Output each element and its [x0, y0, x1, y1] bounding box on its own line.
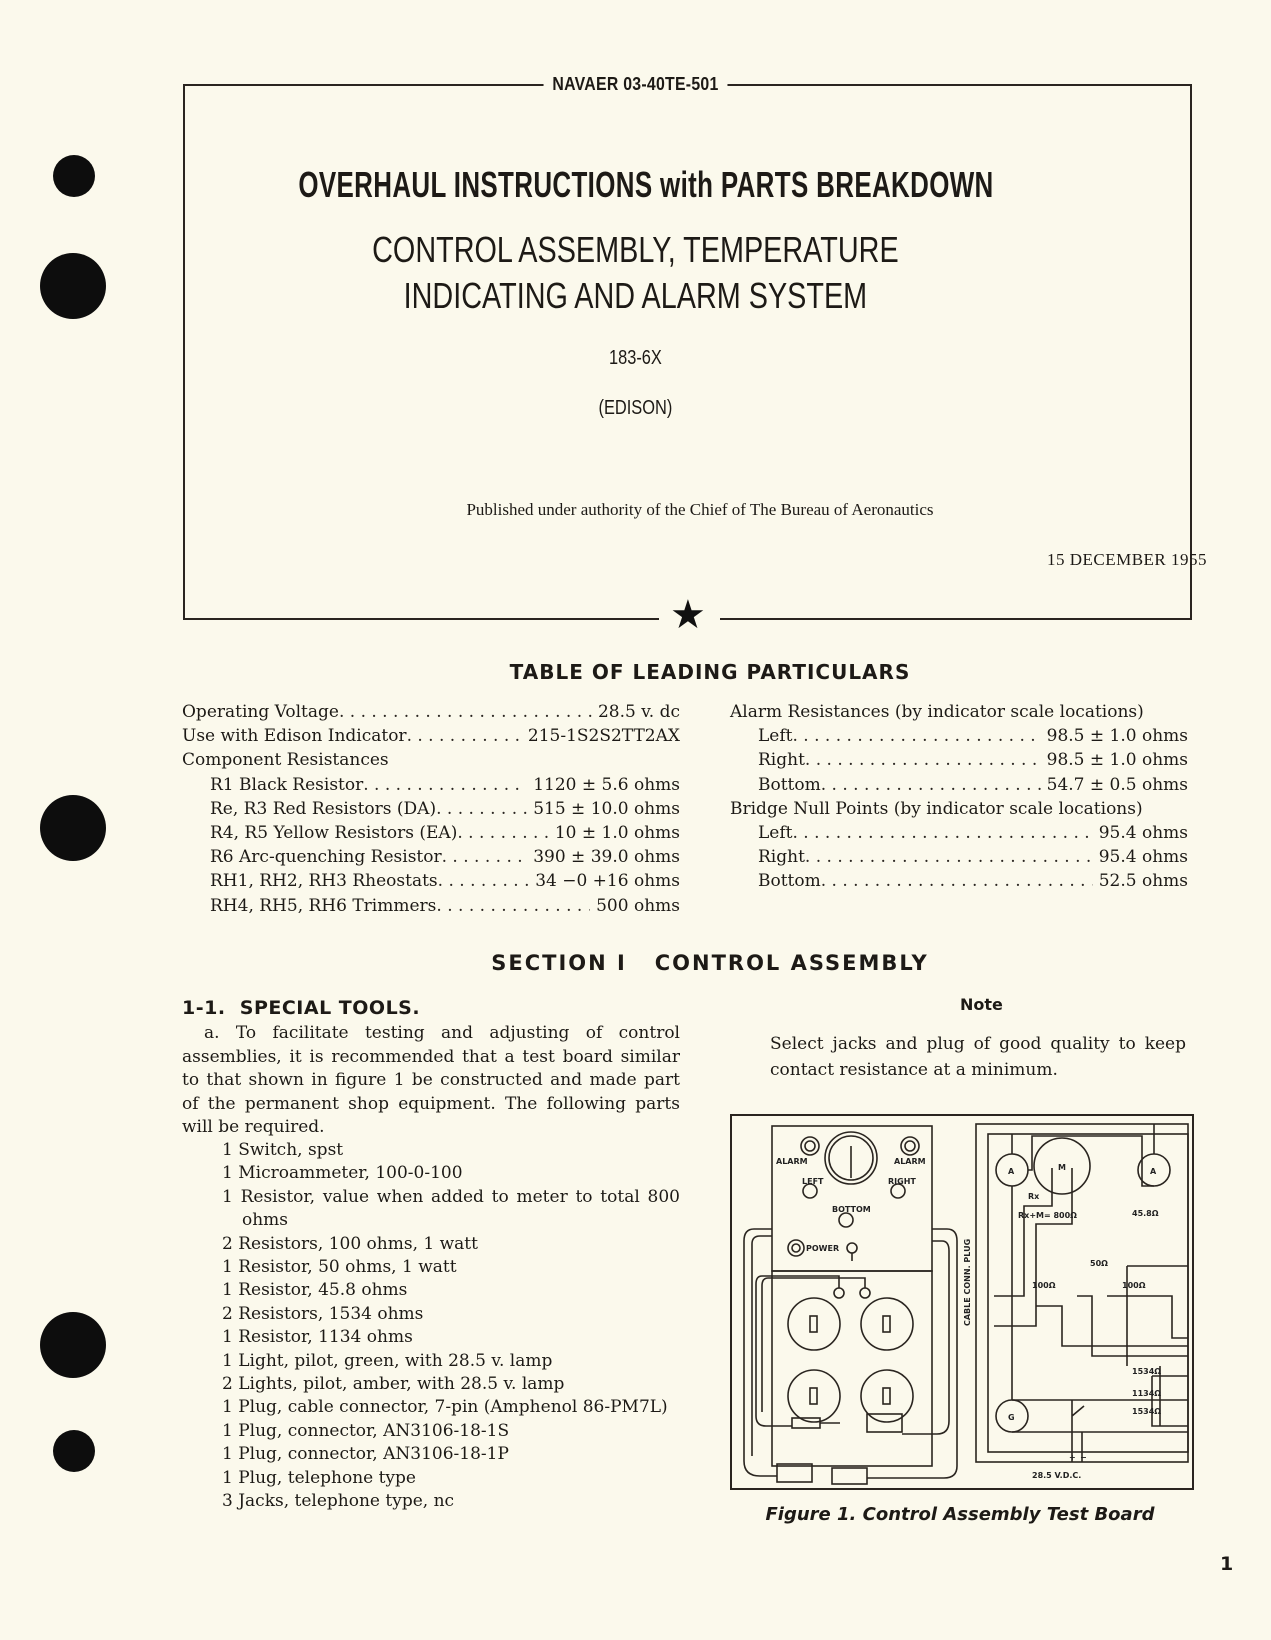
alarm-left-label: ALARM	[776, 1157, 808, 1166]
particular-value: 95.4 ohms	[1098, 847, 1188, 868]
parts-list-item: 1 Switch, spst	[222, 1140, 344, 1160]
particular-row	[182, 821, 680, 845]
particular-row	[730, 773, 1188, 797]
leader-dots	[407, 724, 522, 748]
minus-label: −	[1080, 1453, 1087, 1462]
r100a-label: 100Ω	[1032, 1281, 1056, 1290]
parts-list-item: 1 Resistor, 1134 ohms	[222, 1327, 413, 1348]
power-label: POWER	[806, 1244, 840, 1253]
section-title: SECTION I CONTROL ASSEMBLY	[491, 951, 929, 975]
particular-label: Left	[758, 726, 793, 747]
left-label: LEFT	[802, 1177, 824, 1186]
star-icon: ★	[670, 592, 706, 638]
particular-value: 215-1S2S2TT2AX	[527, 726, 680, 747]
parts-list-item: 1 Resistor, value when added to meter to total 800 ohms	[222, 1186, 680, 1231]
particular-label: Re, R3 Red Resistors (DA)	[210, 798, 437, 819]
particular-label: Alarm Resistances (by indicator scale locations)	[730, 702, 1144, 722]
ammeter-left-label: A	[1008, 1167, 1015, 1176]
binder-hole	[53, 1430, 95, 1472]
particular-row	[182, 797, 680, 821]
particular-label: Bridge Null Points (by indicator scale locations)	[730, 798, 1143, 819]
leader-dots	[821, 869, 1093, 893]
supply-label: 28.5 V.D.C.	[1032, 1471, 1082, 1480]
main-title: OVERHAUL INSTRUCTIONS with PARTS BREAKDOWN	[298, 164, 994, 205]
particular-label: Right	[758, 750, 805, 771]
parts-list-item: 1 Light, pilot, green, with 28.5 v. lamp	[222, 1350, 553, 1371]
publication-authority: Published under authority of the Chief of The Bureau of Aeronautics	[466, 500, 934, 519]
binder-hole	[53, 155, 95, 197]
particular-row	[182, 894, 680, 918]
particular-value: 10 ± 1.0 ohms	[554, 823, 680, 844]
galvanometer-label: G	[1008, 1413, 1015, 1422]
particular-label: Left	[758, 823, 793, 844]
particular-label: R4, R5 Yellow Resistors (EA)	[210, 823, 458, 844]
rx-label: Rx	[1028, 1192, 1040, 1201]
parts-list-item: 1 Microammeter, 100-0-100	[222, 1163, 463, 1184]
note-text: Select jacks and plug of good quality to keep contact resistance at a minimum.	[770, 1034, 1186, 1080]
binder-hole	[40, 795, 106, 861]
particular-value: 52.5 ohms	[1098, 871, 1188, 892]
leader-dots	[436, 797, 527, 821]
particular-value: 95.4 ohms	[1098, 823, 1188, 844]
parts-list-item: 2 Resistors, 100 ohms, 1 watt	[222, 1233, 478, 1254]
right-label: RIGHT	[888, 1177, 916, 1186]
parts-list	[222, 1139, 680, 1514]
particular-row	[730, 869, 1188, 893]
parts-list-item: 2 Resistors, 1534 ohms	[222, 1303, 424, 1324]
leader-dots	[805, 845, 1093, 869]
parts-list-item: 1 Plug, connector, AN3106-18-1S	[222, 1420, 510, 1441]
ammeter-right-label: A	[1150, 1167, 1157, 1176]
particular-value: 390 ± 39.0 ohms	[533, 847, 680, 868]
particular-value: 515 ± 10.0 ohms	[533, 798, 680, 819]
leader-dots	[457, 821, 549, 845]
r50-label: 50Ω	[1090, 1259, 1108, 1268]
particular-value: 34 −0 +16 ohms	[535, 871, 680, 892]
document-id: NAVAER 03-40TE-501	[76, 74, 1194, 95]
particular-label: Right	[758, 847, 805, 868]
particular-value: 54.7 ± 0.5 ohms	[1046, 774, 1188, 795]
particular-label: R6 Arc-quenching Resistor	[210, 847, 442, 868]
particular-value: 98.5 ± 1.0 ohms	[1046, 750, 1188, 771]
leader-dots	[821, 773, 1041, 797]
particular-row	[730, 748, 1188, 772]
particular-value: 98.5 ± 1.0 ohms	[1046, 726, 1188, 747]
publication-date: 15 DECEMBER 1955	[1046, 550, 1207, 569]
divider	[183, 618, 659, 620]
leader-dots	[442, 845, 528, 869]
plus-label: +	[1069, 1453, 1076, 1462]
particular-row	[182, 748, 680, 772]
particular-label: Bottom	[758, 774, 821, 795]
binder-hole	[40, 1312, 106, 1378]
particular-row	[730, 700, 1188, 724]
figure-caption: Figure 1. Control Assembly Test Board	[765, 1504, 1155, 1525]
particular-label: Bottom	[758, 871, 821, 892]
subsection-heading: 1-1. SPECIAL TOOLS.	[182, 997, 421, 1019]
particular-value: 500 ohms	[596, 895, 680, 916]
particular-row	[182, 700, 680, 724]
particular-row	[730, 845, 1188, 869]
particular-label: RH4, RH5, RH6 Trimmers	[210, 895, 437, 916]
particular-label: RH1, RH2, RH3 Rheostats	[210, 871, 438, 892]
particular-row	[182, 869, 680, 893]
leader-dots	[805, 748, 1041, 772]
particular-row	[730, 724, 1188, 748]
divider	[720, 618, 1190, 620]
particular-value: 28.5 v. dc	[597, 702, 680, 722]
model-number: 183-6X	[608, 347, 662, 369]
parts-list-item: 1 Plug, telephone type	[222, 1467, 416, 1488]
subtitle-line-1: CONTROL ASSEMBLY, TEMPERATURE	[372, 229, 899, 270]
bottom-label: BOTTOM	[832, 1205, 871, 1214]
leading-particulars-right	[730, 700, 1188, 894]
r100b-label: 100Ω	[1122, 1281, 1146, 1290]
particular-label: Use with Edison Indicator	[182, 726, 407, 747]
leader-dots	[792, 724, 1040, 748]
leader-dots	[436, 894, 590, 918]
leader-dots	[792, 821, 1092, 845]
particular-label: Operating Voltage	[182, 702, 339, 722]
page-number: 1	[1220, 1553, 1234, 1575]
note-title: Note	[960, 995, 1003, 1014]
leader-dots	[363, 773, 527, 797]
leader-dots	[438, 869, 530, 893]
particular-row	[182, 724, 680, 748]
parts-list-item: 1 Plug, cable connector, 7-pin (Amphenol 86-PM7L)	[222, 1397, 668, 1418]
particular-row	[182, 845, 680, 869]
particular-value: 1120 ± 5.6 ohms	[533, 774, 680, 795]
parts-list-item: 3 Jacks, telephone type, nc	[222, 1491, 455, 1512]
r1534a-label: 1534Ω	[1132, 1367, 1162, 1376]
body-paragraph: a. To facilitate testing and adjusting of control assemblies, it is recommended that a test board similar to that shown in figure 1 be constructed and made part of the permanent shop equipment. The following parts will be required.	[182, 1023, 680, 1138]
binder-hole	[40, 253, 106, 319]
parts-list-item: 1 Resistor, 50 ohms, 1 watt	[222, 1257, 457, 1278]
r1534b-label: 1534Ω	[1132, 1407, 1162, 1416]
particular-label: Component Resistances	[182, 750, 389, 771]
particular-row	[730, 797, 1188, 821]
meter-label: M	[1058, 1163, 1066, 1172]
cable-plug-label: CABLE CONN. PLUG	[963, 1238, 972, 1326]
test-board-figure	[730, 1114, 1194, 1490]
parts-list-item: 2 Lights, pilot, amber, with 28.5 v. lamp	[222, 1374, 565, 1395]
parts-list-item: 1 Resistor, 45.8 ohms	[222, 1280, 408, 1301]
r1134-label: 1134Ω	[1132, 1389, 1162, 1398]
alarm-right-label: ALARM	[894, 1157, 926, 1166]
particular-row	[182, 773, 680, 797]
manufacturer: (EDISON)	[598, 397, 673, 419]
test-board-diagram	[732, 1116, 1192, 1488]
leading-particulars-left	[182, 700, 680, 918]
leader-dots	[339, 700, 592, 724]
subtitle-line-2: INDICATING AND ALARM SYSTEM	[403, 275, 868, 316]
particular-row	[730, 821, 1188, 845]
parts-list-item: 1 Plug, connector, AN3106-18-1P	[222, 1444, 509, 1465]
r45-label: 45.8Ω	[1132, 1209, 1159, 1218]
particular-label: R1 Black Resistor	[210, 774, 364, 795]
rx-m-label: Rx+M= 800Ω	[1018, 1211, 1077, 1220]
leading-particulars-title: TABLE OF LEADING PARTICULARS	[509, 660, 911, 684]
